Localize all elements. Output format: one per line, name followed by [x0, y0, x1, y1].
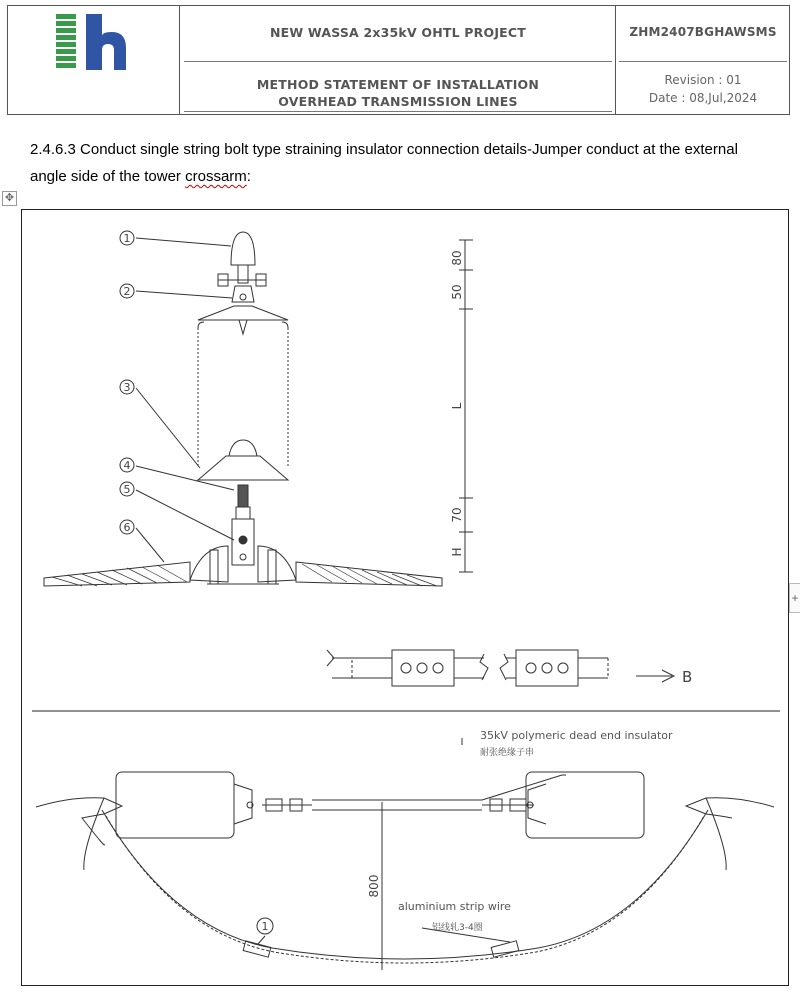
callout-6: 6 [123, 521, 131, 534]
revision-label: Revision : 01 [664, 73, 742, 87]
callout-5: 5 [123, 483, 131, 496]
dim-800: 800 [367, 874, 381, 898]
dim-70: 70 [450, 507, 464, 523]
dim-80: 80 [450, 250, 464, 266]
callout-4: 4 [123, 459, 131, 472]
callout-1: 1 [123, 232, 131, 245]
project-title: NEW WASSA 2x35kV OHTL PROJECT [269, 25, 527, 40]
insulator-label: 35kV polymeric dead end insulator [480, 729, 673, 742]
shackle-part [231, 232, 255, 265]
dim-H: H [450, 547, 464, 557]
date-label: Date : 08,Jul,2024 [648, 91, 758, 105]
callout-2: 2 [123, 285, 131, 298]
add-column-icon[interactable]: + [789, 583, 800, 613]
heading-end: : [246, 168, 251, 185]
strip-wire-label: aluminium strip wire [398, 900, 511, 913]
section-heading [30, 136, 770, 190]
technical-drawing [21, 209, 789, 986]
document-code: ZHM2407BGHAWSMS [629, 25, 777, 39]
callout-3: 3 [123, 381, 131, 394]
lower-callout-1: 1 [261, 920, 269, 933]
heading-text: 2.4.6.3 Conduct single string bolt type straining insulator connection details-Jumper conduct at the external angle side of the tower [30, 141, 738, 185]
document-header [7, 5, 790, 115]
dim-50: 50 [450, 284, 464, 300]
statement-line-1: METHOD STATEMENT OF INSTALLATION [256, 77, 540, 92]
statement-line-2: OVERHEAD TRANSMISSION LINES [278, 94, 518, 109]
dim-L: L [450, 402, 464, 410]
heading-flagged-word: crossarm [185, 168, 247, 185]
table-move-handle-icon[interactable]: ✥ [2, 191, 17, 206]
insulator-label-cn: 耐张绝缘子串 [480, 748, 535, 758]
strip-wire-label-cn: 铝线轧3-4圈 [432, 923, 483, 933]
company-logo [56, 14, 128, 72]
view-label-b: B [682, 668, 693, 686]
